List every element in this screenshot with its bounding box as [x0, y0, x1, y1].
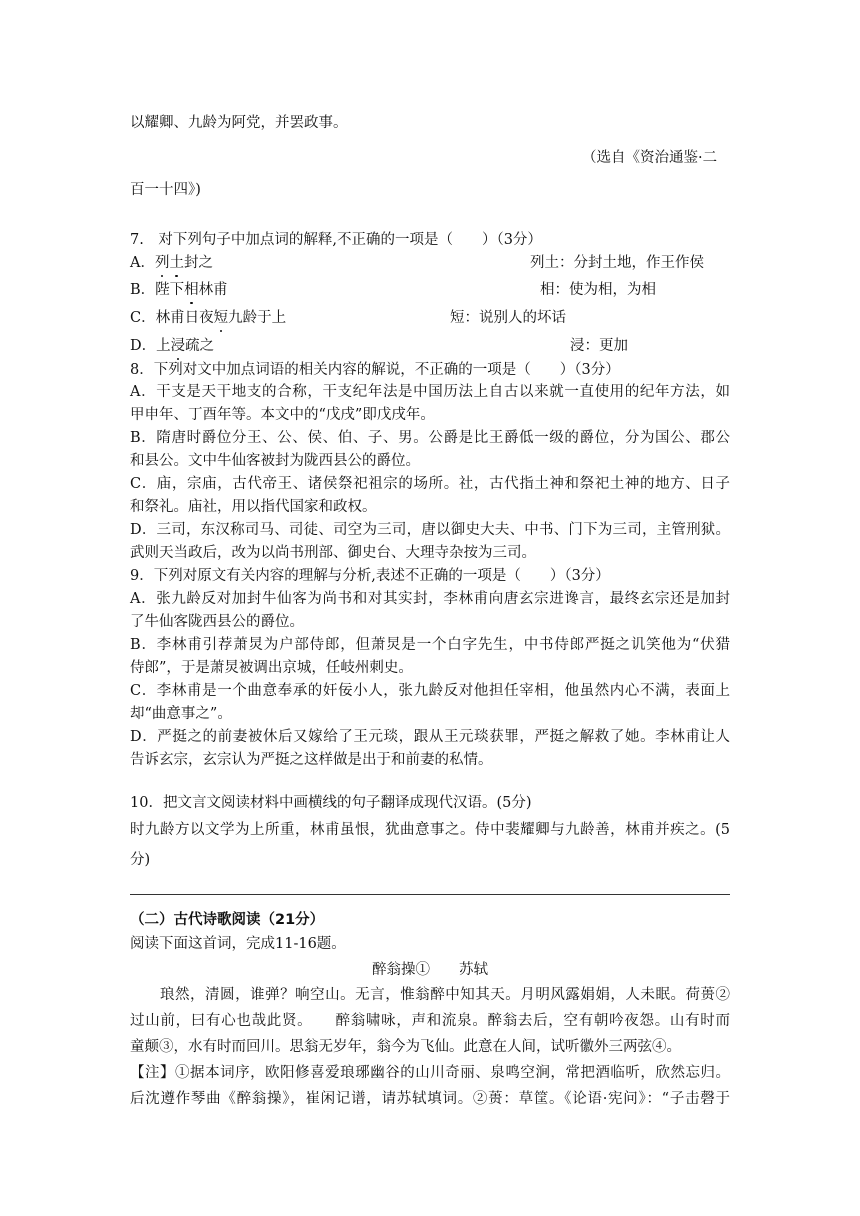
q8-stem: 8．下列对文中加点词语的相关内容的解说，不正确的一项是（ ）（3分）: [130, 362, 620, 378]
q7-stem: 7. 对下列句子中加点词的解释,不正确的一项是（ ）（3分）: [130, 232, 542, 248]
q8-option-c-line2: 和祭礼。庙社，用以指代国家和政权。: [130, 499, 377, 515]
poem-title: 醉翁操① 苏轼: [372, 962, 488, 978]
q7-option-c: C．林甫日夜短九龄于上: [130, 310, 287, 326]
q9-stem: 9．下列对原文有关内容的理解与分析,表述不正确的一项是（ ）（3分）: [130, 568, 610, 584]
q9-option-c-line1: C．李林甫是一个曲意奉承的奸佞小人，张九龄反对他担任宰相，他虽然内心不满，表面上: [130, 683, 730, 699]
q9-option-b-line1: B．李林甫引荐萧炅为户部侍郎，但萧炅是一个白字先生，中书侍郎严挺之讥笑他为“伏猎: [130, 637, 730, 653]
section2-heading: （二）古代诗歌阅读（21分）: [130, 912, 325, 928]
section-divider: [130, 894, 730, 895]
q9-option-d-line2: 告诉玄宗，玄宗认为严挺之这样做是出于和前妻的私情。: [130, 752, 493, 768]
q10-sentence-line1: 时九龄方以文学为上所重，林甫虽恨，犹曲意事之。侍中裴耀卿与九龄善，林甫并疾之。(5: [130, 822, 730, 838]
q7-option-b: B．陛下相林甫: [130, 282, 228, 298]
q8-option-a-line2: 甲申年、丁酉年等。本文中的“戊戌”即戊戌年。: [130, 407, 435, 423]
q7-option-b-explanation: 相：使为相，为相: [540, 282, 656, 298]
dotted-char: 短: [213, 310, 229, 326]
passage-last-line: 以耀卿、九龄为阿党，并罢政事。: [130, 115, 348, 131]
q8-option-d-line1: D．三司，东汉称司马、司徒、司空为三司，唐以御史大夫、中书、门下为三司，主管刑狱。: [130, 522, 730, 538]
dotted-char: 相: [184, 282, 199, 298]
q7-option-d-explanation: 浸：更加: [570, 338, 628, 354]
q10-stem: 10．把文言文阅读材料中画横线的句子翻译成现代汉语。(5分): [130, 795, 532, 811]
q8-option-b-line2: 和县公。文中牛仙客被封为陇西县公的爵位。: [130, 453, 420, 469]
q8-option-c-line1: C．庙，宗庙，古代帝王、诸侯祭祀祖宗的场所。社，古代指土神和祭祀土神的地方、日子: [130, 476, 730, 492]
poem-line1: 琅然，清圆，谁弹？响空山。无言，惟翁醉中知其天。月明风露娟娟，人未眠。荷蒉②: [160, 987, 730, 1003]
q7-option-d: D．上浸疏之: [130, 338, 215, 354]
q10-sentence-line2: 分): [130, 852, 151, 868]
q8-option-d-line2: 武则天当政后，改为以尚书刑部、御史台、大理寺杂按为三司。: [130, 545, 536, 561]
note-line1: 【注】①据本词序，欧阳修喜爱琅琊幽谷的山川奇丽、泉鸣空涧，常把酒临听，欣然忘归。: [130, 1065, 730, 1081]
q9-option-a-line1: A．张九龄反对加封牛仙客为尚书和对其实封，李林甫向唐玄宗进谗言，最终玄宗还是加封: [130, 591, 730, 607]
source-citation-line1: （选自《资治通鉴·二: [582, 150, 718, 166]
source-citation-line2: 百一十四》): [130, 182, 201, 198]
q7-option-a: A．列土封之: [130, 255, 213, 271]
q9-option-d-line1: D．严挺之的前妻被休后又嫁给了王元琰，跟从王元琰获罪，严挺之解救了她。李林甫让人: [130, 729, 730, 745]
note-line2: 后沈遵作琴曲《醉翁操》，崔闲记谱，请苏轼填词。②蒉：草筐。《论语·宪问》：“子击磬于: [130, 1091, 730, 1107]
q9-option-b-line2: 侍郎”，于是萧炅被调出京城，任岐州刺史。: [130, 660, 413, 676]
q9-option-c-line2: 却“曲意事之”。: [130, 706, 232, 722]
q8-option-a-line1: A．干支是天干地支的合称，干支纪年法是中国历法上自古以来就一直使用的纪年方法，如: [130, 384, 730, 400]
q7-option-c-explanation: 短：说别人的坏话: [450, 310, 566, 326]
q9-option-a-line2: 了牛仙客陇西县公的爵位。: [130, 614, 304, 630]
poem-line2: 过山前，曰有心也哉此贤。 醉翁啸咏，声和流泉。醉翁去后，空有朝吟夜怨。山有时而: [130, 1013, 730, 1029]
dotted-char: 浸: [170, 338, 186, 354]
dotted-char: 土: [169, 255, 184, 271]
section2-instruction: 阅读下面这首词，完成11-16题。: [130, 936, 346, 952]
q8-option-b-line1: B．隋唐时爵位分王、公、侯、伯、子、男。公爵是比王爵低一级的爵位，分为国公、郡公: [130, 430, 730, 446]
dotted-char: 列: [154, 255, 170, 271]
q7-option-a-explanation: 列土：分封土地，作王作侯: [530, 255, 704, 271]
poem-line3: 童颠③，水有时而回川。思翁无岁年，翁今为飞仙。此意在人间，试听徽外三两弦④。: [130, 1039, 681, 1055]
